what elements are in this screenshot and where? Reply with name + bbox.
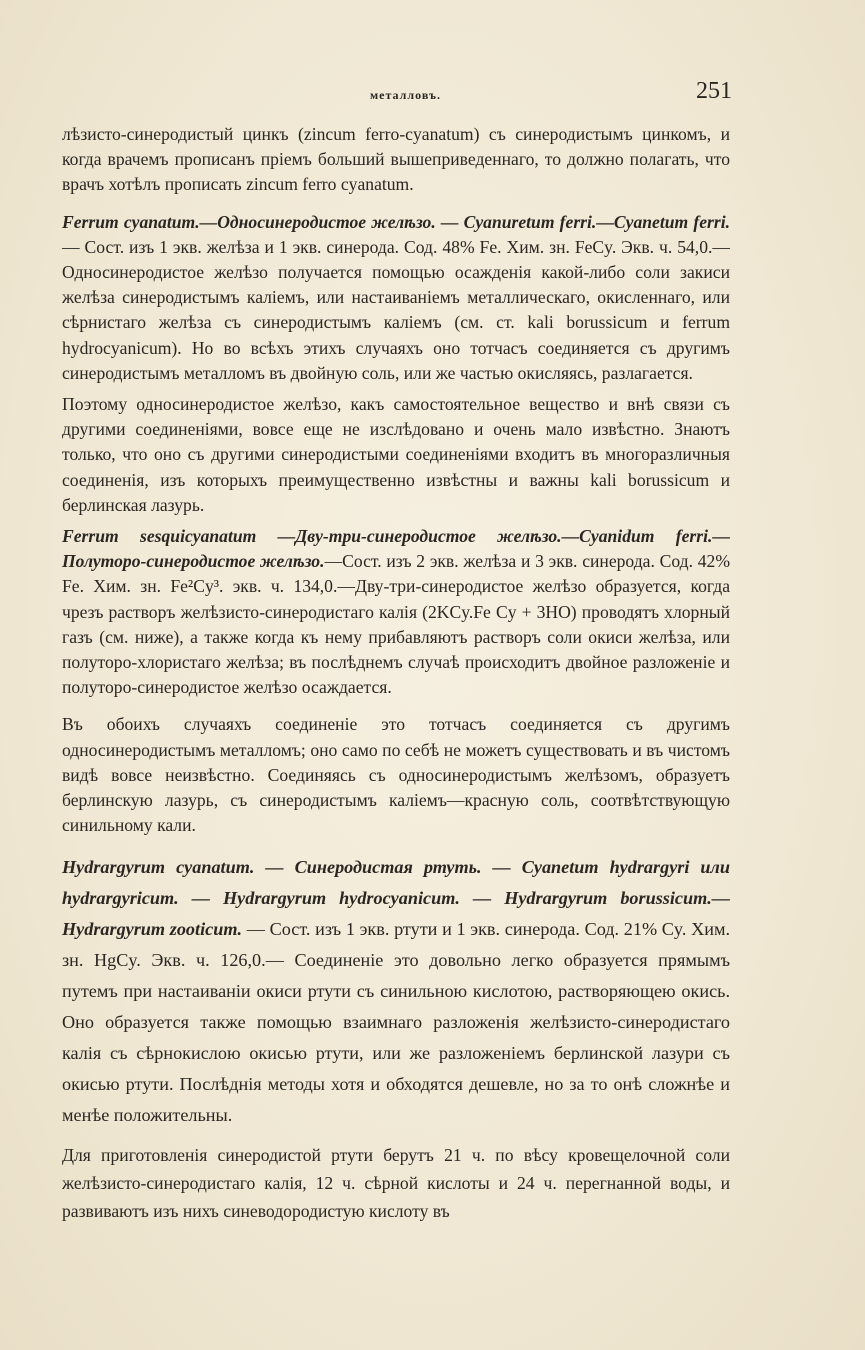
page-body <box>62 122 730 1225</box>
entry-text: — Сост. изъ 1 экв. желѣза и 1 экв. синерода. Сод. 48% Fe. Хим. зн. FeCy. Экв. ч. 54,0.—Односинеродистое желѣзо получается помощью осажденія какой-либо соли закиси желѣза синеродистымъ каліемъ, или настаиваніемъ металлическаго, окисленнаго, или сѣрнистаго желѣза съ синеродистымъ каліемъ (см. ст. kali borussicum и ferrum hydrocyanicum). Но во всѣхъ этихъ случаяхъ оно тотчасъ соединяется съ другимъ синеродистымъ металломъ въ двойную соль, или же частью окисляясь, разлагается. <box>62 236 730 383</box>
entry-ferrum-sesquicyanatum <box>62 524 730 700</box>
paragraph-preparation: Для приготовленія синеродистой ртути берутъ 21 ч. по вѣсу кровещелочной соли желѣзисто-синеродистаго калія, 12 ч. сѣрной кислоты и 24 ч. перегнанной воды, и развиваютъ изъ нихъ синеводородистую кислоту въ <box>62 1145 730 1222</box>
paragraph-zinc-continuation: лѣзисто-синеродистый цинкъ (zincum ferro-cyanatum) съ синеродистымъ цинкомъ, и когда врачемъ прописанъ пріемъ больший вышеприведеннаго, то должно полагать, что врачъ хотѣлъ прописать zincum ferro cyanatum. <box>62 124 730 195</box>
paragraph-both-cases: Въ обоихъ случаяхъ соединеніе это тотчасъ соединяется съ другимъ односинеродистымъ металломъ; оно само по себѣ не можетъ существовать и въ чистомъ видѣ вовсе неизвѣстно. Соединяясь съ односинеродистымъ желѣзомъ, образуетъ берлинскую лазурь, съ синеродистымъ каліемъ—красную соль, соотвѣтствующую синильному кали. <box>62 714 730 836</box>
page-header <box>0 78 865 112</box>
entry-heading: Hydrargyrum cyanatum. — Синеродистая ртуть. — Cyanetum hydrargyri или hydrargyricum. — Hydrargyrum hydrocyanicum. — Hydrargyrum borussicum.—Hydrargyrum zooticum. <box>62 857 730 940</box>
entry-heading: Ferrum cyanatum.—Односинеродистое желѣзо. — Cyanuretum ferri.—Cyanetum ferri. <box>62 211 730 232</box>
page-number: 251 <box>696 78 732 104</box>
entry-heading: Ferrum sesquicyanatum —Дву-три-синеродистое желѣзо.—Cyanidum ferri.—Полуторо-синеродистое желѣзо. <box>62 526 730 572</box>
paragraph-iron-properties: Поэтому односинеродистое желѣзо, какъ самостоятельное вещество и внѣ связи съ другими соединеніями, вовсе еще не изслѣдовано и очень мало извѣстно. Знаютъ только, что оно съ другими синеродистыми соединеніями входитъ въ многоразличныя соединенія, изъ которыхъ преимущественно извѣстны и важны kali borussicum и берлинская лазурь. <box>62 394 730 515</box>
running-title: металловъ. <box>370 88 441 102</box>
entry-text: — Сост. изъ 1 экв. ртути и 1 экв. синерода. Сод. 21% Cy. Хим. зн. HgCy. Экв. ч. 126,0.— Соединеніе это довольно легко образуется прямымъ путемъ при настаиваніи окиси ртути съ синильною кислотою, растворяющею окись. Оно образуется также помощью взаимнаго разложенія желѣзисто-синеродистаго калія съ сѣрнокислою окисью ртути, или же разложеніемъ берлинской лазури съ окисью ртути. Послѣднія методы хотя и обходятся дешевле, но за то онѣ сложнѣе и менѣе положительны. <box>62 919 730 1126</box>
entry-ferrum-cyanatum <box>62 210 730 386</box>
entry-hydrargyrum-cyanatum <box>62 852 730 1131</box>
entry-text: —Сост. изъ 2 экв. желѣза и 3 экв. синерода. Сод. 42% Fe. Хим. зн. Fe²Cy³. экв. ч. 134,0.—Дву-три-синеродистое желѣзо образуется, когда чрезъ растворъ желѣзисто-синеродистаго калія (2KCy.Fe Cy + 3HO) проводятъ хлорный газъ (см. ниже), а также когда къ нему прибавляютъ растворъ соли окиси желѣза, или полуторо-хлористаго желѣза; въ послѣднемъ случаѣ происходитъ двойное разложеніе и полуторо-синеродистое желѣзо осаждается. <box>62 551 730 698</box>
